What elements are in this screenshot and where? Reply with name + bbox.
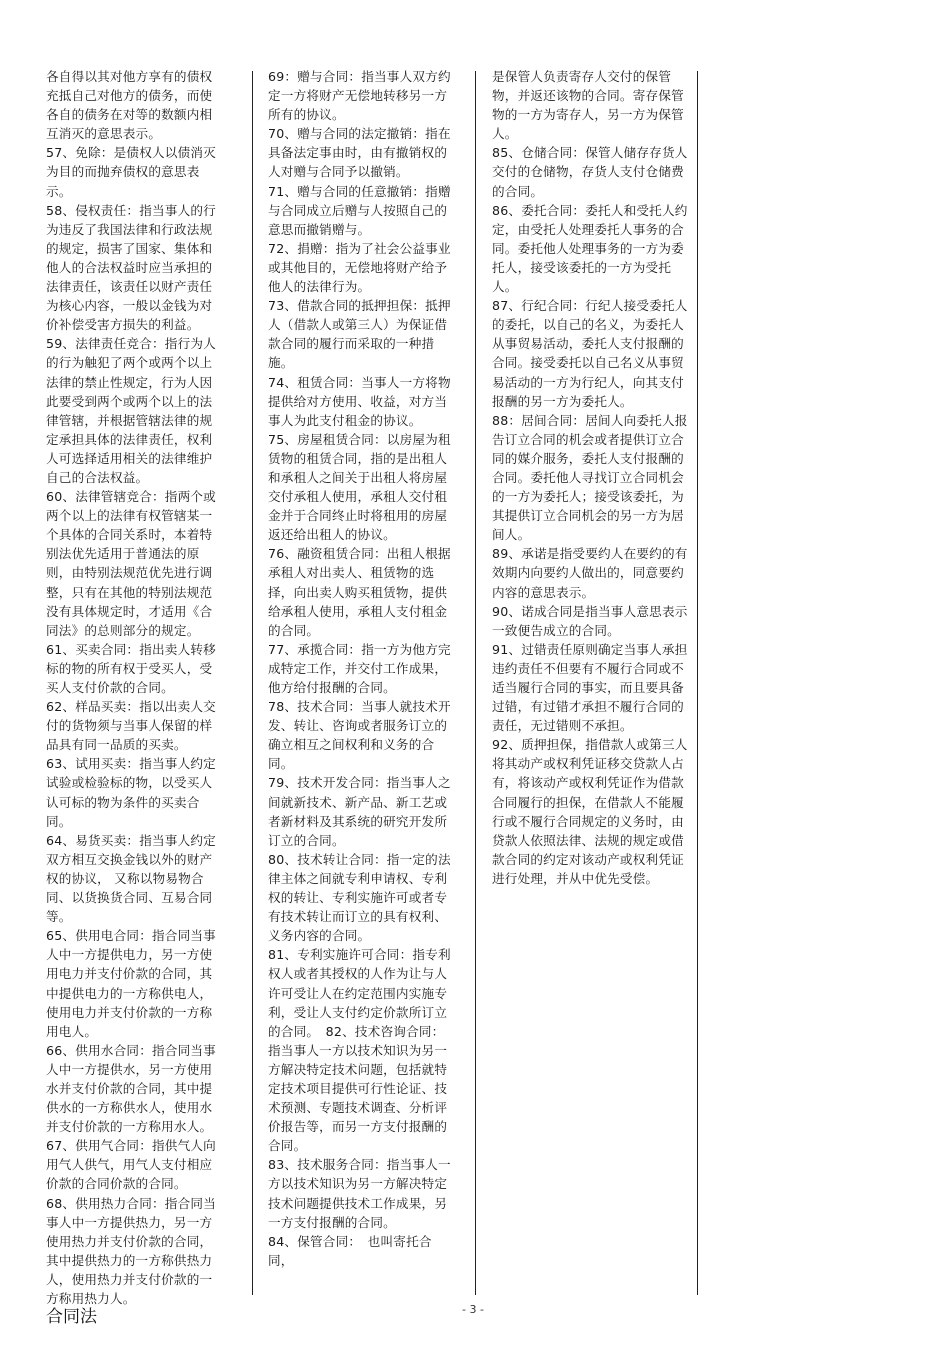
definition-paragraph: 70、赠与合同的法定撤销：指在具备法定事由时，由有撤销权的人对赠与合同予以撤销。 [268, 126, 451, 180]
definition-paragraph: 87、行纪合同：行纪人接受委托人的委托，以自己的名义，为委托人从事贸易活动，委托人支付报酬的合同。接受委托以自己名义从事贸易活动的一方为行纪人，向其支付报酬的另一方为委托人。 [492, 298, 688, 409]
definition-paragraph: 90、诺成合同是指当事人意思表示一致便告成立的合同。 [492, 603, 688, 638]
text-column-3 [492, 67, 688, 1295]
definition-paragraph: 76、融资租赁合同：出租人根据承租人对出卖人、租赁物的选择，向出卖人购买租赁物，提供给承租人使用，承租人支付租金的合同。 [268, 546, 451, 638]
definition-paragraph: 64、易货买卖：指当事人约定双方相互交换金钱以外的财产权的协议， 又称以物易物合同、以货换货合同、互易合同等。 [46, 832, 216, 925]
definition-paragraph: 59、法律责任竞合：指行为人的行为触犯了两个或两个以上法律的禁止性规定，行为人因此要受到两个或两个以上的法律管辖，并根据管辖法律的规定承担具体的法律责任，权利人可选择适用相关的法律维护自己的合法权益。 [46, 336, 216, 485]
definition-paragraph: 80、技术转让合同：指一定的法律主体之间就专利申请权、专利权的转让、专利实施许可或者专有技术转让而订立的具有权利、义务内容的合同。 [268, 851, 451, 944]
definition-paragraph: 85、仓储合同：保管人储存存货人交付的仓储物，存货人支付仓储费的合同。 [492, 145, 688, 199]
definition-paragraph: 60、法律管辖竞合：指两个或两个以上的法律有权管辖某一个具体的合同关系时，本着特别法优先适用于普通法的原则，由特别法规范优先进行调整，只有在其他的特别法规范没有具体规定时，才适用《合同法》的总则部分的规定。 [46, 489, 216, 638]
definition-paragraph: 83、技术服务合同：指当事人一方以技术知识为另一方解决特定技术问题提供技术工作成果，另一方支付报酬的合同。 [268, 1157, 451, 1230]
definition-paragraph: 74、租赁合同：当事人一方将物提供给对方使用、收益，对方当事人为此支付租金的协议。 [268, 374, 451, 428]
definition-paragraph: 78、技术合同：当事人就技术开发、转让、咨询或者服务订立的确立相互之间权利和义务的合同。 [268, 699, 451, 772]
definition-paragraph: 是保管人负责寄存人交付的保管物，并返还该物的合同。寄存保管物的一方为寄存人，另一方为保管人。 [492, 69, 684, 142]
definition-paragraph: 73、借款合同的抵押担保：抵押人（借款人或第三人）为保证借款合同的履行而采取的一种措施。 [268, 298, 451, 371]
text-column-2 [268, 67, 454, 1295]
definition-paragraph: 63、试用买卖：指当事人约定试验或检验标的物，以受买人认可标的物为条件的买卖合同。 [46, 756, 216, 829]
definition-paragraph: 69：赠与合同：指当事人双方约定一方将财产无偿地转移另一方所有的协议。 [268, 69, 451, 123]
definition-paragraph: 57、免除：是债权人以债消灭为目的而抛弃债权的意思表示。 [46, 145, 216, 199]
definition-paragraph: 65、供用电合同：指合同当事人中一方提供电力，另一方使用电力并支付价款的合同，其中提供电力的一方称供电人，使用电力并支付价款的一方称用电人。 [46, 928, 216, 1039]
definition-paragraph: 84、保管合同： 也叫寄托合同， [268, 1233, 432, 1268]
text-column-1 [46, 67, 220, 1306]
page-number: - 3 - [462, 1303, 484, 1316]
definition-paragraph: 88：居间合同：居间人向委托人报告订立合同的机会或者提供订立合同的媒介服务，委托人支付报酬的合同。委托他人寻找订立合同机会的一方为委托人；接受该委托，为其提供订立合同机会的另一方为居间人。 [492, 412, 688, 543]
definition-paragraph: 75、房屋租赁合同：以房屋为租赁物的租赁合同，指的是出租人和承租人之间关于出租人将房屋交付承租人使用，承租人交付租金并于合同终止时将租用的房屋返还给出租人的协议。 [268, 431, 451, 543]
definition-paragraph: 71、赠与合同的任意撤销：指赠与合同成立后赠与人按照自己的意思而撤销赠与。 [268, 183, 451, 237]
definition-paragraph: 66、供用水合同：指合同当事人中一方提供水，另一方使用水并支付价款的合同，其中提供水的一方称供水人，使用水并支付价款的一方称用水人。 [46, 1042, 216, 1135]
footer-title: 合同法 [46, 1307, 97, 1327]
definition-paragraph: 61、买卖合同：指出卖人转移标的物的所有权于受买人，受买人支付价款的合同。 [46, 641, 216, 695]
column-divider-2 [475, 71, 476, 1295]
definition-paragraph: 68、供用热力合同：指合同当事人中一方提供热力，另一方使用热力并支付价款的合同，其中提供热力的一方称供热力人，使用热力并支付价款的一方称用热力人。 [46, 1195, 216, 1306]
definition-paragraph: 86、委托合同：委托人和受托人约定，由受托人处理委托人事务的合同。委托他人处理事务的一方为委托人，接受该委托的一方为受托人。 [492, 202, 688, 295]
definition-paragraph: 67、供用气合同：指供气人向用气人供气，用气人支付相应价款的合同价款的合同。 [46, 1138, 216, 1192]
definition-paragraph: 62、样品买卖：指以出卖人交付的货物须与当事人保留的样品具有同一品质的买卖。 [46, 699, 216, 753]
definition-paragraph: 81、专利实施许可合同：指专利权人或者其授权的人作为让与人许可受让人在约定范围内实施专利，受让人支付约定价款所订立的合同。 82、技术咨询合同：指当事人一方以技术知识为另一方解决特定技术问题，包括就特定技术项目提供可行性论证、技术预测、专题技术调查、分析评价报告等，而另一方支付报酬的合同。 [268, 947, 451, 1154]
column-divider-1 [252, 71, 253, 1295]
definition-paragraph: 各自得以其对他方享有的债权充抵自己对他方的债务，而使各自的债务在对等的数额内相互消灭的意思表示。 [46, 69, 213, 142]
definition-paragraph: 79、技术开发合同：指当事人之间就新技术、新产品、新工艺或者新材料及其系统的研究开发所订立的合同。 [268, 775, 451, 848]
definition-paragraph: 77、承揽合同：指一方为他方完成特定工作，并交付工作成果，他方给付报酬的合同。 [268, 641, 451, 695]
column-divider-3 [697, 71, 698, 1295]
definition-paragraph: 92、质押担保，指借款人或第三人将其动产或权利凭证移交贷款人占有，将该动产或权利凭证作为借款合同履行的担保，在借款人不能履行或不履行合同规定的义务时，由贷款人依照法律、法规的规定或借款合同的约定对该动产或权利凭证进行处理，并从中优先受偿。 [492, 737, 688, 886]
definition-paragraph: 89、承诺是指受要约人在要约的有效期内向要约人做出的，同意要约内容的意思表示。 [492, 546, 688, 600]
definition-paragraph: 72、捐赠：指为了社会公益事业或其他目的，无偿地将财产给予他人的法律行为。 [268, 240, 451, 295]
definition-paragraph: 91、过错责任原则确定当事人承担违约责任不但要有不履行合同或不适当履行合同的事实，而且要具备过错，有过错才承担不履行合同的责任，无过错则不承担。 [492, 641, 688, 734]
definition-paragraph: 58、侵权责任：指当事人的行为违反了我国法律和行政法规的规定，损害了国家、集体和他人的合法权益时应当承担的法律责任，该责任以财产责任为核心内容，一般以金钱为对价补偿受害方损失的利益。 [46, 202, 216, 333]
